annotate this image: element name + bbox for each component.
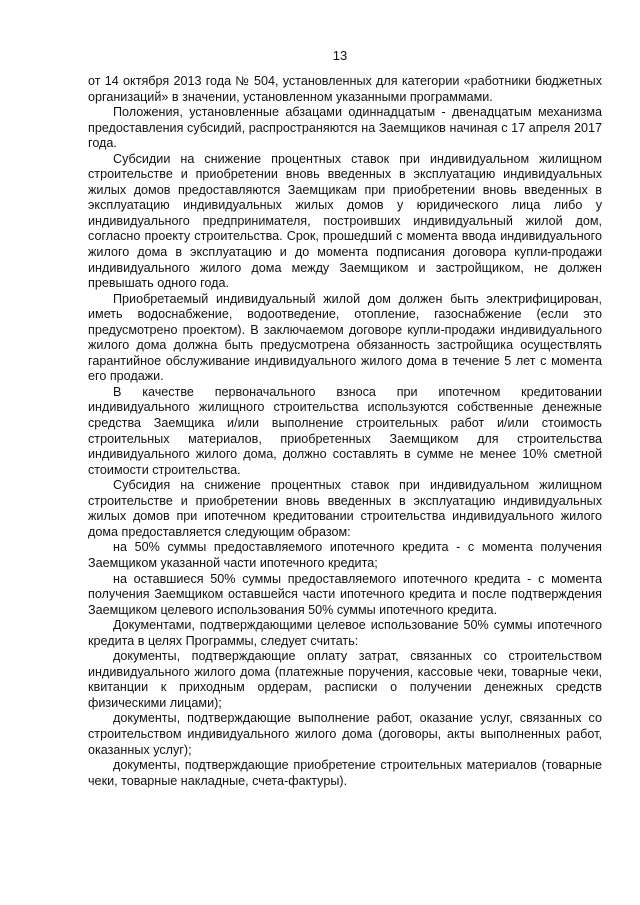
paragraph-3: Субсидии на снижение процентных ставок при индивидуальном жилищном строительстве и приобретении вновь введенных в эксплуатацию индивидуальных жилых домов предоставляются Заемщикам при приобретении вновь введенных в эксплуатацию индивидуальных жилых домов у юридического лица либо у индивидуального предпринимателя, построивших индивидуальный жилой дом, согласно проекту строительства. Срок, прошедший с момента ввода индивидуального жилого дома в эксплуатацию и до момента подписания договора купли-продажи индивидуального жилого дома между Заемщиком и застройщиком, не должен превышать одного года.: [88, 151, 602, 291]
paragraph-4: Приобретаемый индивидуальный жилой дом должен быть электрифицирован, иметь водоснабжение, водоотведение, отопление, газоснабжение (если это предусмотрено проектом). В заключаемом договоре купли-продажи индивидуального жилого дома должна быть предусмотрена обязанность застройщика осуществлять гарантийное обслуживание индивидуального жилого дома в течение 5 лет с момента его продажи.: [88, 291, 602, 384]
paragraph-12: документы, подтверждающие приобретение строительных материалов (товарные чеки, товарные накладные, счета-фактуры).: [88, 758, 602, 788]
paragraph-2: Положения, установленные абзацами одиннадцатым - двенадцатым механизма предоставления субсидий, распространяются на Заемщиков начиная с 17 апреля 2017 года.: [88, 105, 602, 151]
paragraph-1: от 14 октября 2013 года № 504, установленных для категории «работники бюджетных организаций» в значении, установленном указанными программами.: [88, 74, 602, 104]
paragraph-7: на 50% суммы предоставляемого ипотечного кредита - с момента получения Заемщиком указанной части ипотечного кредита;: [88, 540, 602, 570]
page-number: 13: [332, 48, 348, 63]
paragraph-8: на оставшиеся 50% суммы предоставляемого ипотечного кредита - с момента получения Заемщиком оставшейся части ипотечного кредита и после подтверждения Заемщиком целевого использования 50% суммы ипотечного кредита.: [88, 571, 602, 617]
paragraph-11: документы, подтверждающие выполнение работ, оказание услуг, связанных со строительством индивидуального жилого дома (договоры, акты выполненных работ, оказанных услуг);: [88, 711, 602, 757]
document-body: [88, 74, 602, 789]
paragraph-6: Субсидия на снижение процентных ставок при индивидуальном жилищном строительстве и приобретении вновь введенных в эксплуатацию индивидуальных жилых домов при ипотечном кредитовании строительства индивидуального жилого дома предоставляется следующим образом:: [88, 478, 602, 539]
paragraph-9: Документами, подтверждающими целевое использование 50% суммы ипотечного кредита в целях Программы, следует считать:: [88, 618, 602, 648]
paragraph-10: документы, подтверждающие оплату затрат, связанных со строительством индивидуального жилого дома (платежные поручения, кассовые чеки, товарные чеки, квитанции к приходным ордерам, расписки о получении денежных средств физическими лицами);: [88, 649, 602, 710]
paragraph-5: В качестве первоначального взноса при ипотечном кредитовании индивидуального жилищного строительства используются собственные денежные средства Заемщика и/или выполнение строительных работ и/или стоимость строительных материалов, приобретенных Заемщиком для строительства индивидуального жилого дома, должно составлять в сумме не менее 10% сметной стоимости строительства.: [88, 384, 602, 477]
